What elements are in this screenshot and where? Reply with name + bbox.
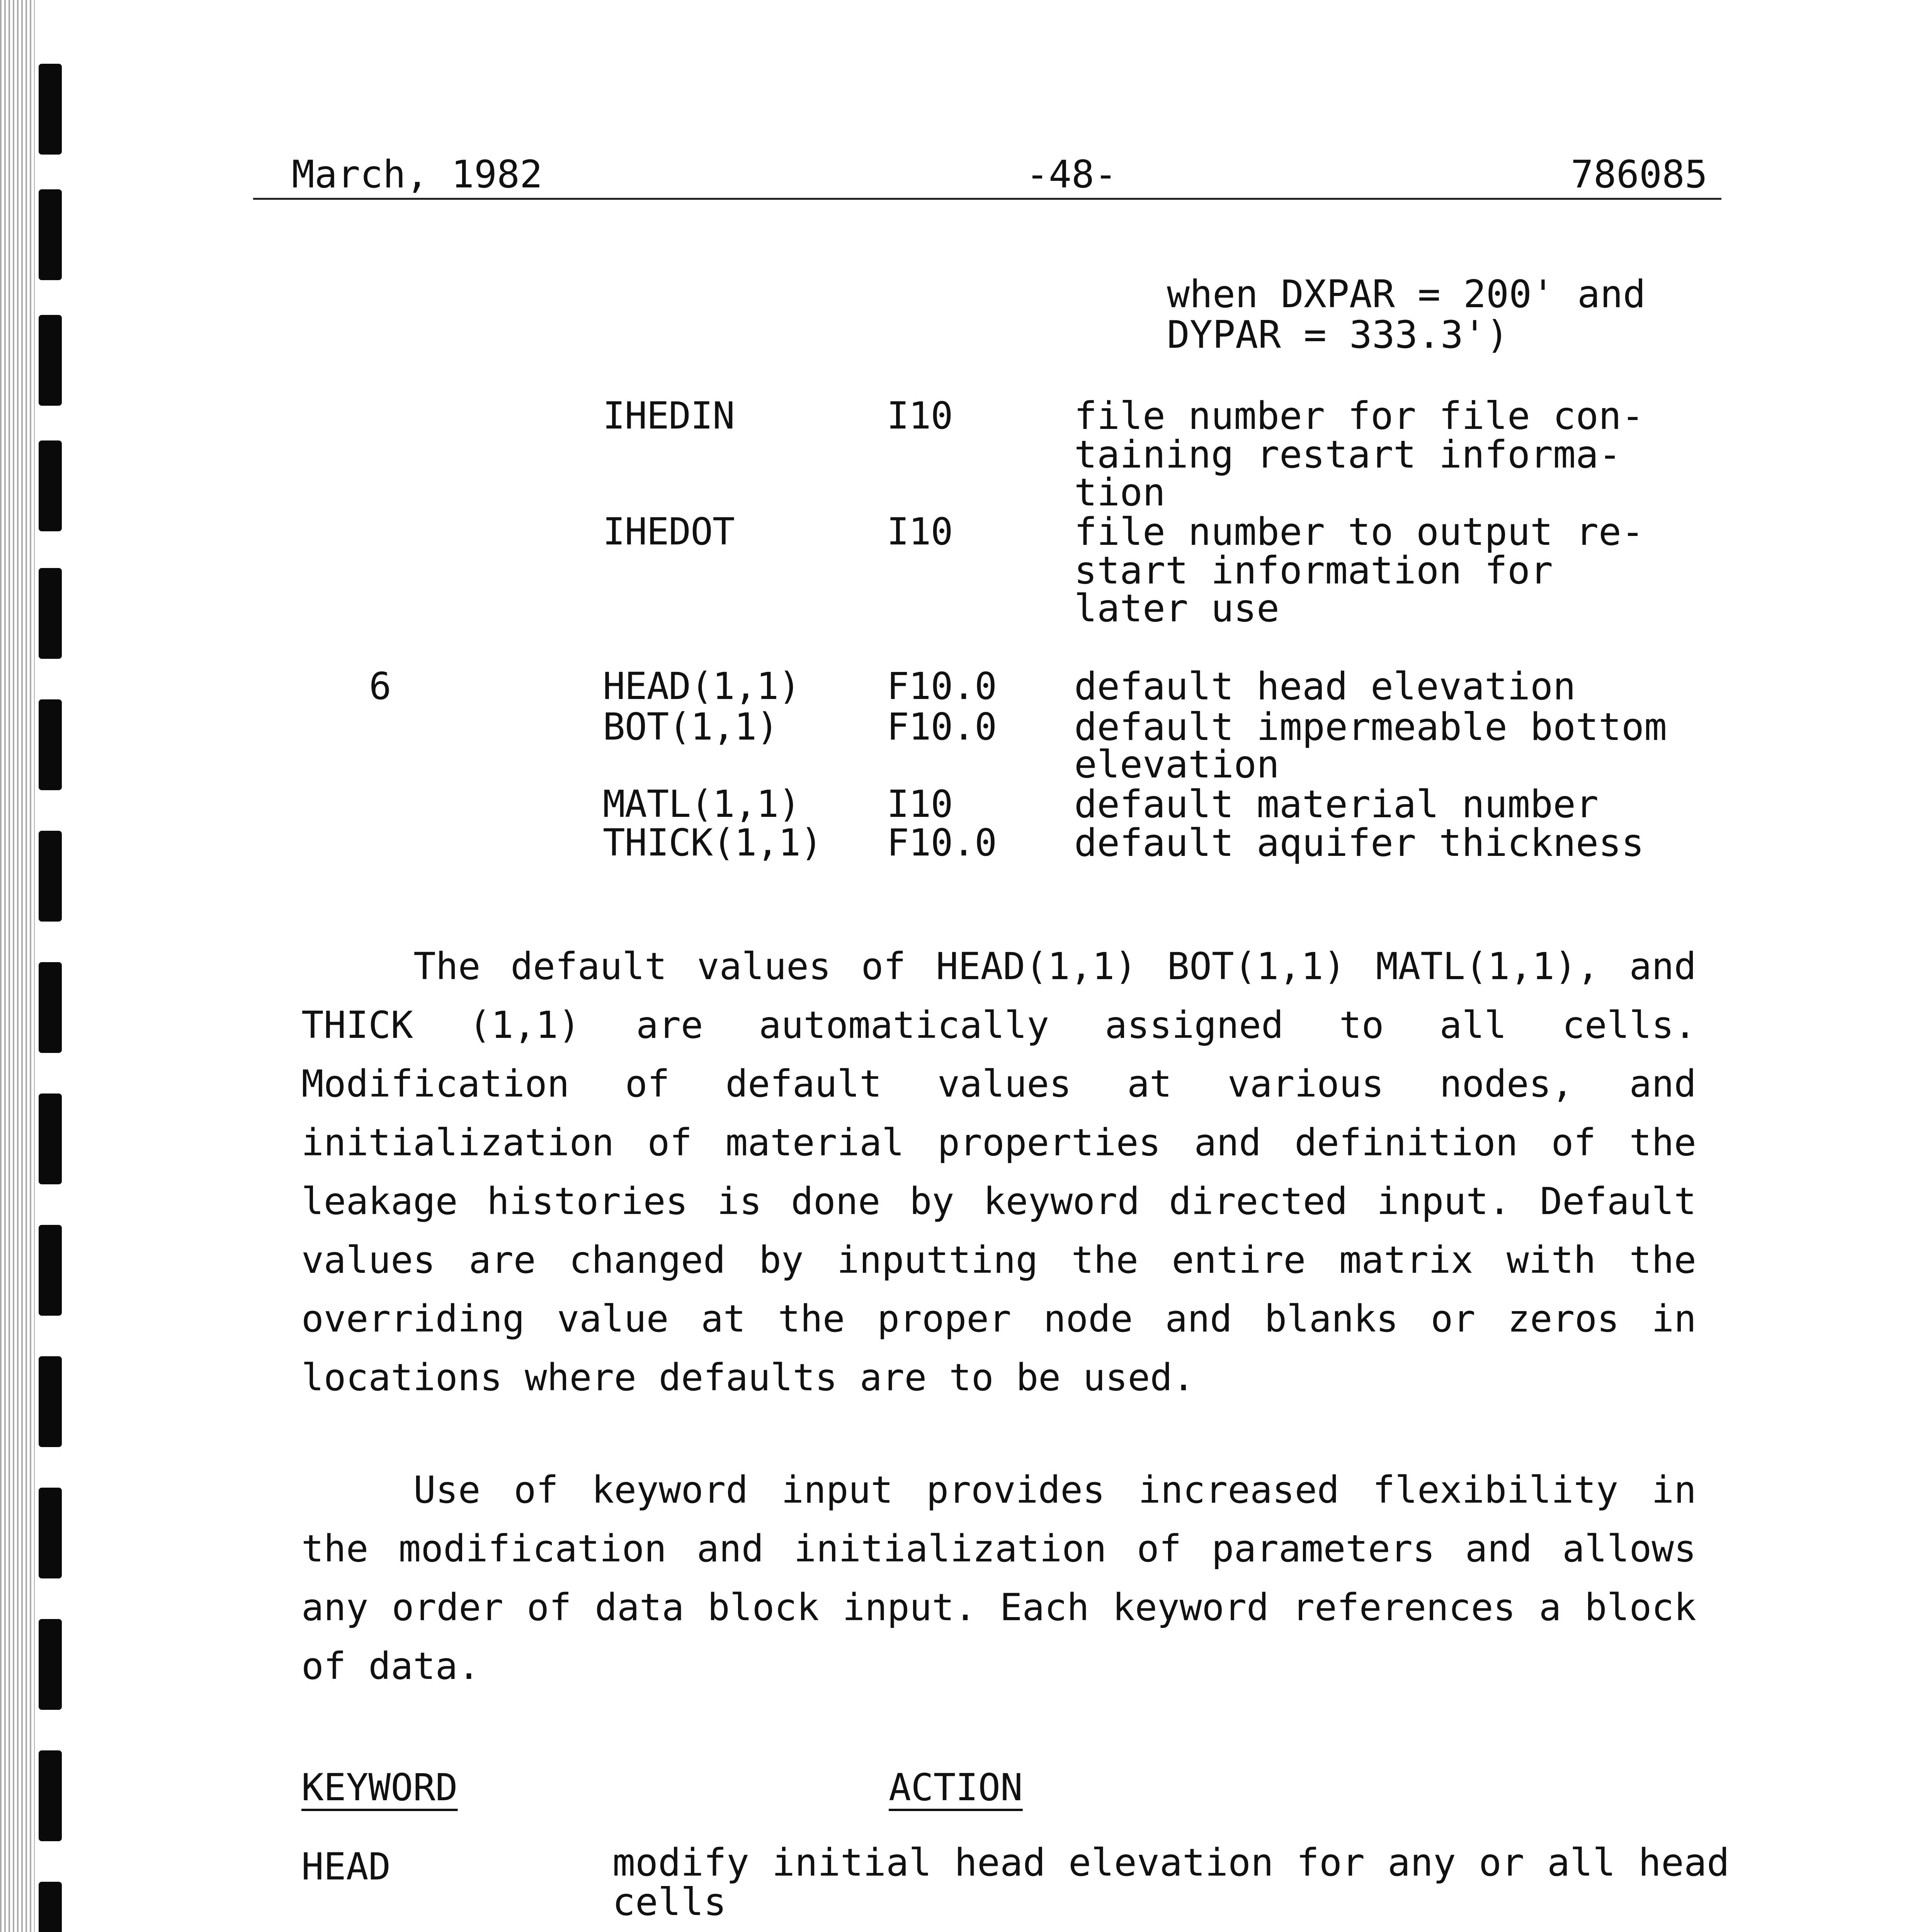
header-date: March, 1982 [292,153,543,197]
punch-hole [39,1882,62,1932]
variable-description: elevation [1074,743,1280,787]
variable-description: start information for [1074,549,1553,593]
punch-hole [39,1094,62,1184]
body-paragraph [301,937,1696,1407]
punch-hole [39,1356,62,1447]
variable-description: file number to output re- [1074,510,1645,554]
punch-hole [39,1225,62,1316]
variable-name: THICK(1,1) [603,821,822,864]
punch-hole [39,64,62,155]
variable-description: default aquifer thickness [1074,821,1645,865]
keyword-name: HEAD [301,1845,391,1888]
variable-name: MATL(1,1) [603,782,801,826]
continuation-line-2: DYPAR = 333.3') [1167,313,1509,357]
variable-format: F10.0 [887,665,997,708]
punch-hole [39,568,62,659]
punch-hole [39,962,62,1053]
punch-hole [39,315,62,406]
variable-description: later use [1074,587,1280,631]
variable-description: file number for file con- [1074,394,1645,438]
variable-format: F10.0 [887,821,997,864]
punch-hole [39,699,62,790]
punch-hole [39,440,62,531]
action-column-header: ACTION [889,1766,1023,1809]
continuation-line-1: when DXPAR = 200' and [1167,272,1646,316]
variable-name: HEAD(1,1) [603,665,801,708]
variable-name: IHEDIN [603,394,735,437]
punch-hole [39,1619,62,1710]
header-page-number: -48- [1026,153,1117,197]
scan-edge-noise [0,0,35,1932]
variable-description: default material number [1074,782,1599,827]
keyword-column-header: KEYWORD [301,1766,458,1809]
punch-hole [39,1488,62,1578]
paragraph-text: Use of keyword input provides increased flexibility in the modification and initialization of parameters and allows any order of data block input. Each keyword references a block of data. [301,1468,1696,1688]
variable-name: BOT(1,1) [603,705,779,748]
variable-description: default impermeable bottom [1074,705,1667,749]
body-paragraph [301,1461,1696,1696]
variable-description: taining restart informa- [1074,433,1622,477]
header-rule [253,198,1721,200]
punch-hole [39,1750,62,1841]
keyword-action: modify initial head elevation for any or all head cells [612,1841,1730,1924]
card-number: 6 [369,665,391,708]
variable-format: I10 [887,394,953,437]
header-doc-number: 786085 [1571,153,1708,197]
punch-hole [39,189,62,280]
variable-name: IHEDOT [603,510,735,553]
variable-description: tion [1074,471,1166,515]
punch-hole [39,831,62,922]
variable-format: I10 [887,782,953,826]
paragraph-text: The default values of HEAD(1,1) BOT(1,1) MATL(1,1), and THICK (1,1) are automatically assigned to all cells. Modification of default values at various nodes, and initialization of material properties and definition of the leakage histories is done by keyword directed input. Default values are changed by inputting the entire matrix with the overriding value at the proper node and blanks or zeros in locations where defaults are to be used. [301,945,1696,1399]
binding-margin [0,0,70,1932]
variable-format: I10 [887,510,953,553]
variable-description: default head elevation [1074,665,1576,709]
variable-format: F10.0 [887,705,997,748]
